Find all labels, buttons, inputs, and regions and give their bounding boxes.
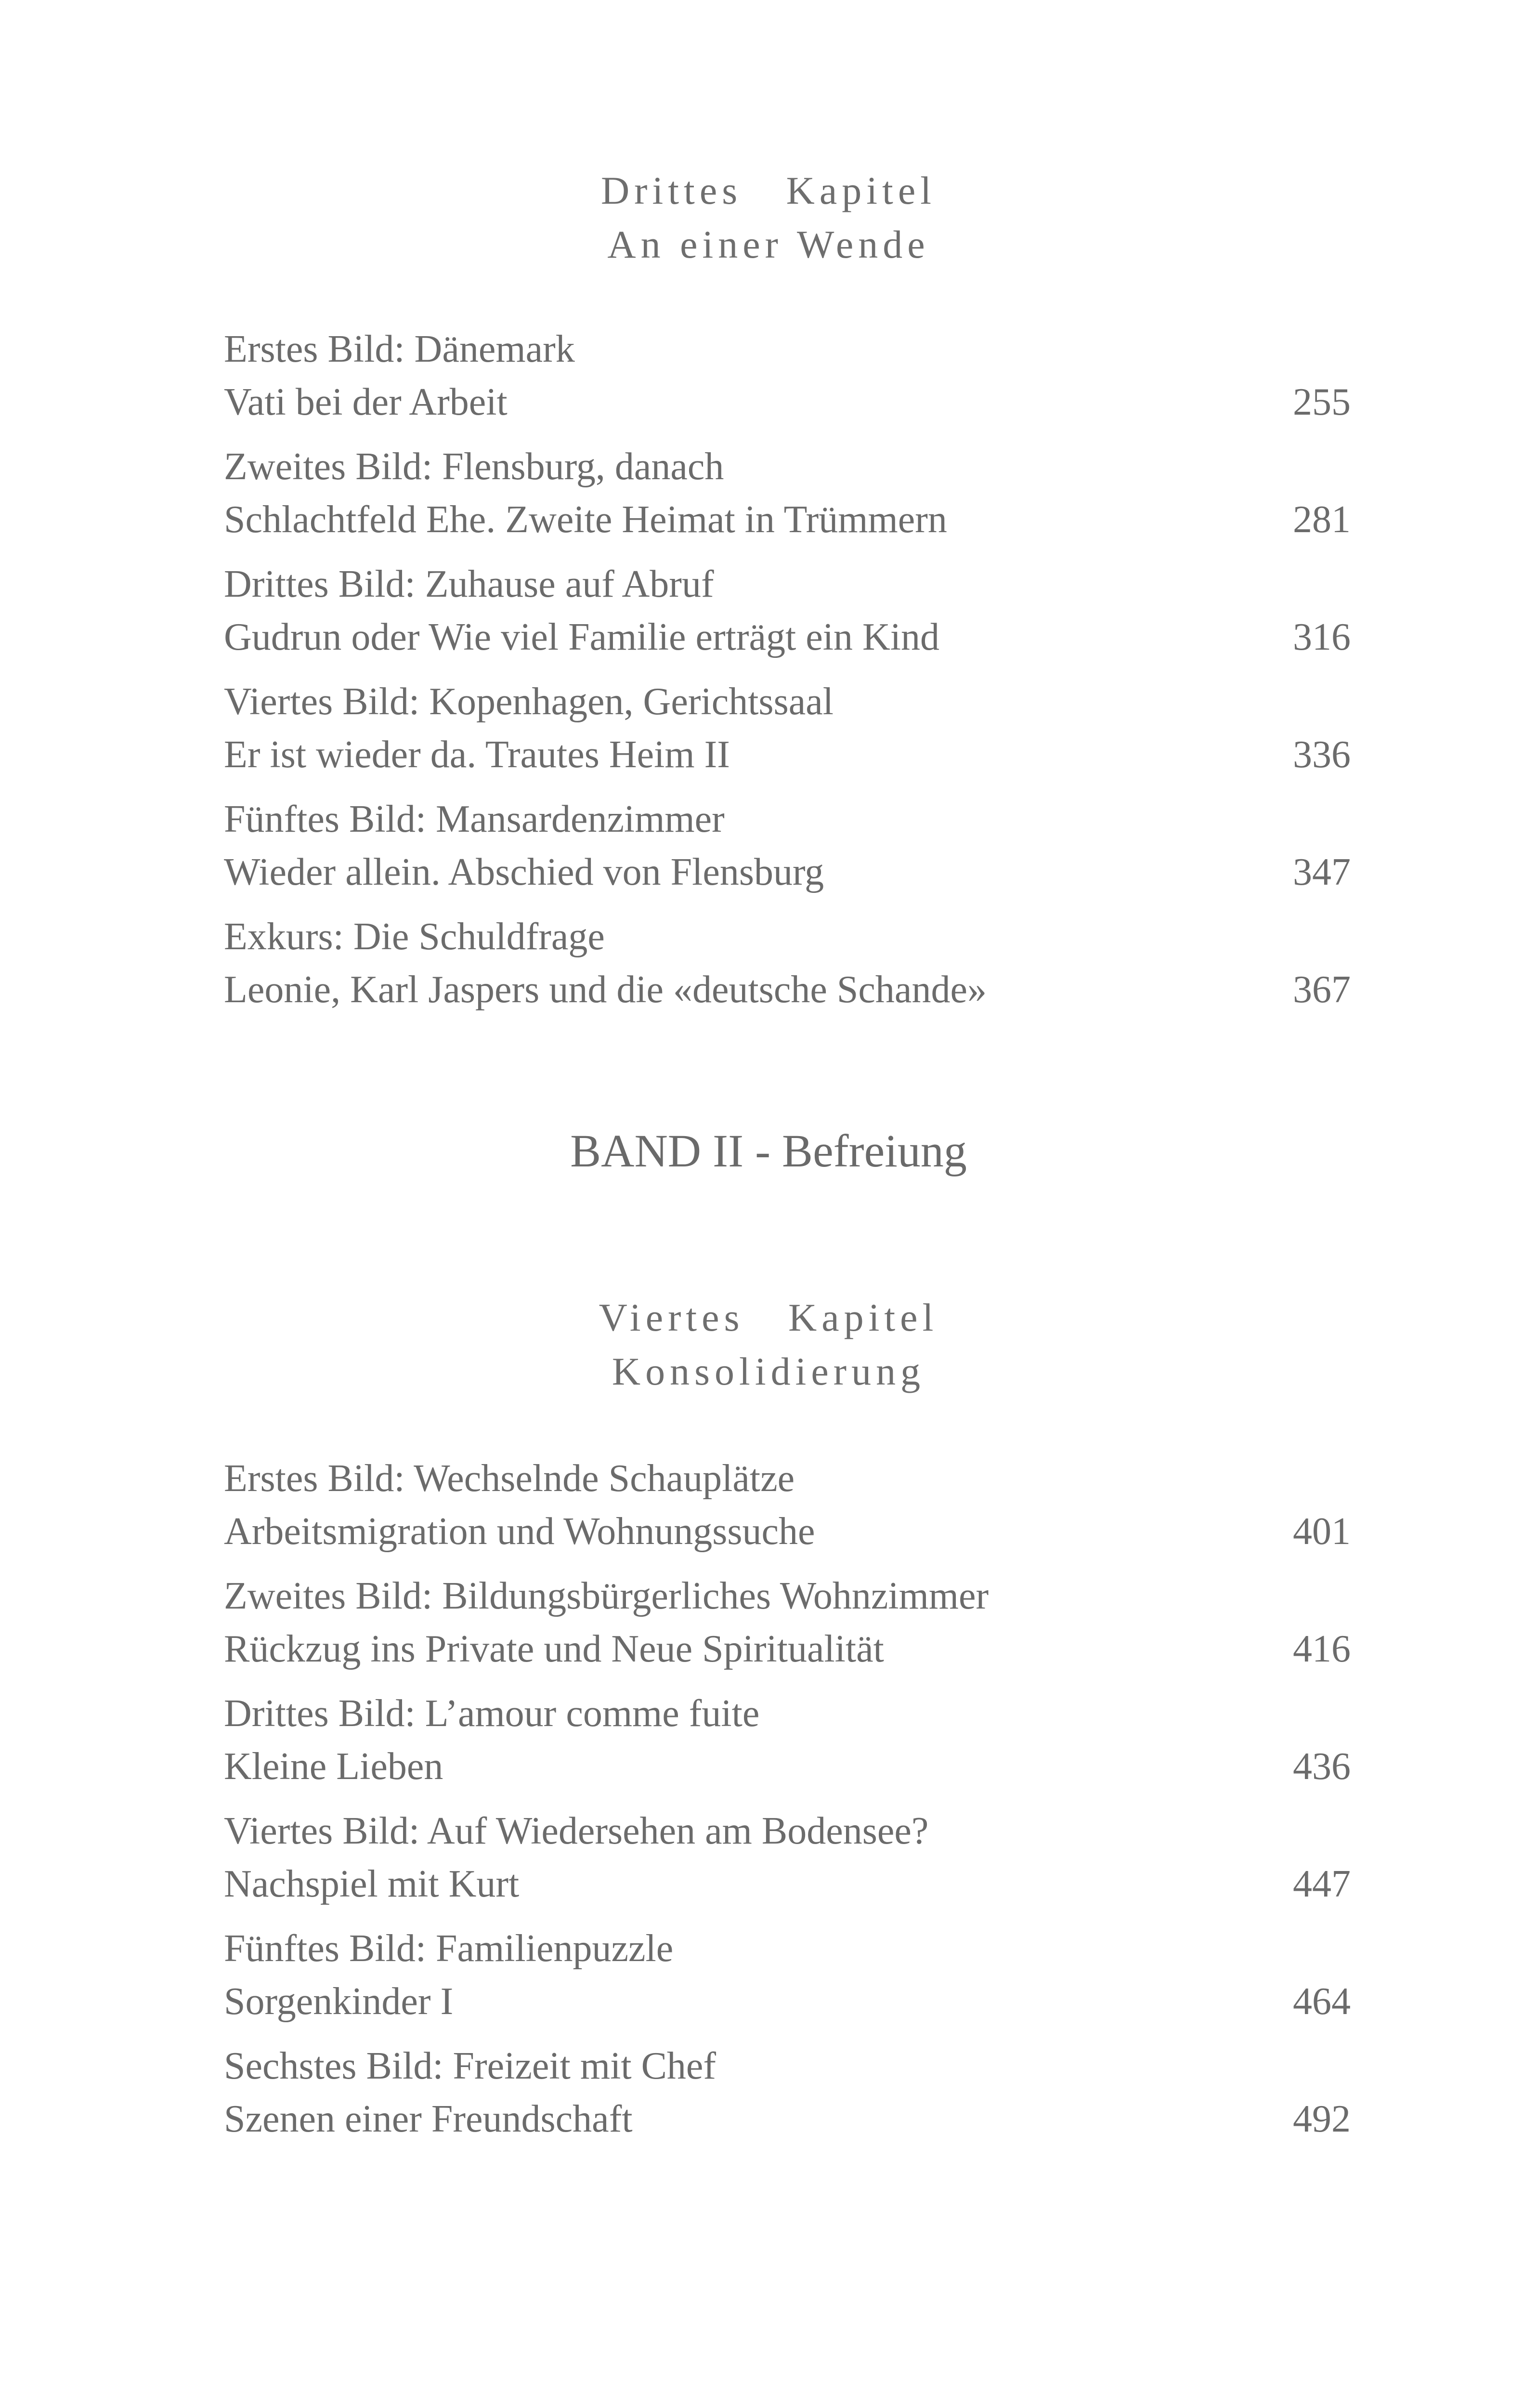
entry-title: Viertes Bild: Kopenhagen, Gerichtssaal xyxy=(224,681,834,723)
entry-page-number: 492 xyxy=(1293,2098,1351,2140)
toc-entry[interactable] xyxy=(224,1805,1351,1922)
chapter-4-heading xyxy=(0,1291,1537,1399)
entry-page-number: 255 xyxy=(1293,381,1351,423)
toc-entry[interactable] xyxy=(224,1452,1351,1570)
band-title: BAND II - Befreiung xyxy=(570,1125,967,1177)
entry-title: Drittes Bild: Zuhause auf Abruf xyxy=(224,563,714,605)
entry-subtitle: Gudrun oder Wie viel Familie erträgt ein Kind xyxy=(224,616,940,658)
entry-subtitle: Sorgenkinder I xyxy=(224,1980,454,2023)
entry-title: Zweites Bild: Flensburg, danach xyxy=(224,445,724,488)
chapter-3-toc xyxy=(224,323,1351,1028)
entry-title: Sechstes Bild: Freizeit mit Chef xyxy=(224,2045,716,2087)
chapter-4-label: Viertes Kapitel xyxy=(599,1296,938,1339)
toc-entry[interactable] xyxy=(224,1922,1351,2040)
toc-entry[interactable] xyxy=(224,440,1351,558)
entry-subtitle: Leonie, Karl Jaspers und die «deutsche Schande» xyxy=(224,968,987,1011)
chapter-3-title: An einer Wende xyxy=(607,222,930,266)
entry-title: Exkurs: Die Schuldfrage xyxy=(224,916,605,958)
chapter-4-title: Konsolidierung xyxy=(612,1349,925,1393)
chapter-4-toc xyxy=(224,1452,1351,2157)
entry-title: Zweites Bild: Bildungsbürgerliches Wohnzimmer xyxy=(224,1575,989,1617)
toc-entry[interactable] xyxy=(224,675,1351,793)
entry-page-number: 347 xyxy=(1293,851,1351,893)
entry-subtitle: Nachspiel mit Kurt xyxy=(224,1863,520,1905)
toc-entry[interactable] xyxy=(224,793,1351,910)
entry-page-number: 316 xyxy=(1293,616,1351,658)
entry-subtitle: Er ist wieder da. Trautes Heim II xyxy=(224,733,730,776)
entry-subtitle: Szenen einer Freundschaft xyxy=(224,2098,633,2140)
entry-page-number: 464 xyxy=(1293,1980,1351,2023)
entry-page-number: 367 xyxy=(1293,968,1351,1011)
chapter-3-heading xyxy=(0,164,1537,272)
entry-subtitle: Kleine Lieben xyxy=(224,1745,443,1788)
entry-page-number: 447 xyxy=(1293,1863,1351,1905)
entry-title: Drittes Bild: L’amour comme fuite xyxy=(224,1692,760,1735)
entry-title: Fünftes Bild: Familienpuzzle xyxy=(224,1927,674,1970)
toc-entry[interactable] xyxy=(224,910,1351,1028)
toc-entry[interactable] xyxy=(224,323,1351,440)
entry-subtitle: Rückzug ins Private und Neue Spiritualität xyxy=(224,1628,884,1670)
entry-title: Erstes Bild: Dänemark xyxy=(224,328,575,370)
entry-title: Fünftes Bild: Mansardenzimmer xyxy=(224,798,725,840)
entry-page-number: 416 xyxy=(1293,1628,1351,1670)
entry-subtitle: Arbeitsmigration und Wohnungssuche xyxy=(224,1510,815,1553)
toc-entry[interactable] xyxy=(224,1570,1351,1687)
entry-page-number: 281 xyxy=(1293,498,1351,541)
entry-subtitle: Wieder allein. Abschied von Flensburg xyxy=(224,851,824,893)
entry-title: Erstes Bild: Wechselnde Schauplätze xyxy=(224,1457,795,1500)
entry-title: Viertes Bild: Auf Wiedersehen am Bodensee? xyxy=(224,1810,929,1852)
entry-page-number: 436 xyxy=(1293,1745,1351,1788)
entry-subtitle: Schlachtfeld Ehe. Zweite Heimat in Trümmern xyxy=(224,498,947,541)
entry-page-number: 336 xyxy=(1293,733,1351,776)
entry-page-number: 401 xyxy=(1293,1510,1351,1553)
toc-entry[interactable] xyxy=(224,2040,1351,2157)
toc-entry[interactable] xyxy=(224,558,1351,675)
toc-entry[interactable] xyxy=(224,1687,1351,1805)
chapter-3-label: Drittes Kapitel xyxy=(600,169,937,212)
entry-subtitle: Vati bei der Arbeit xyxy=(224,381,508,423)
